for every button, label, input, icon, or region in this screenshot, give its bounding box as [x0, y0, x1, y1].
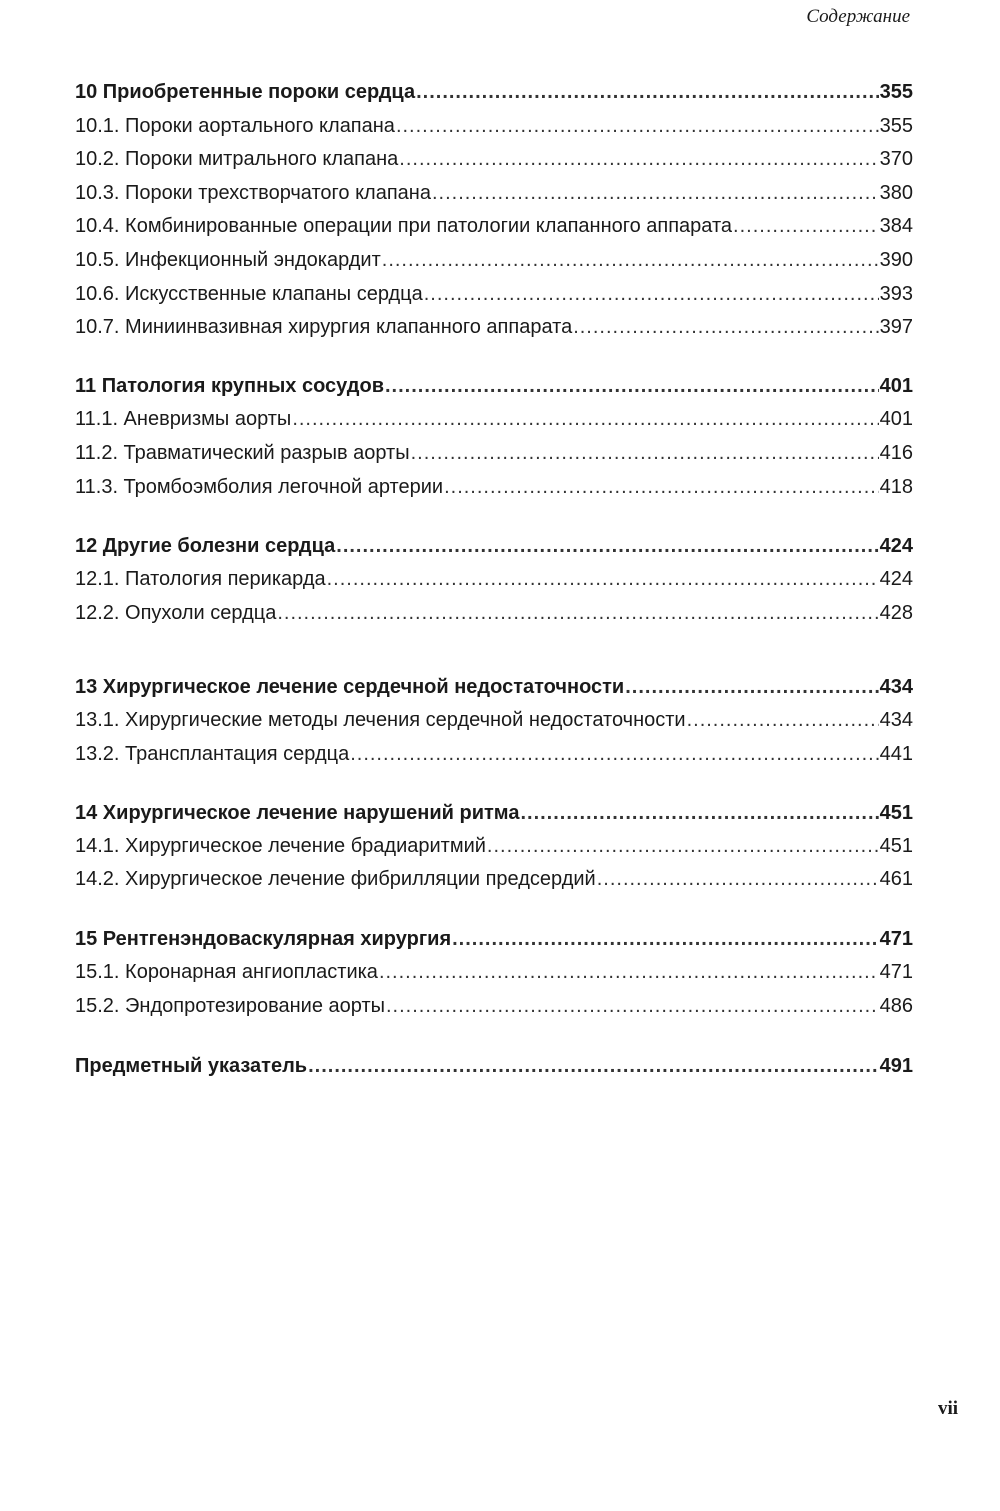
entry-title: 11.1. Аневризмы аорты	[75, 408, 292, 430]
toc-chapter-entry	[75, 801, 913, 825]
toc-section-entry	[75, 214, 913, 238]
dot-leader	[520, 801, 878, 825]
entry-title: 14.2. Хирургическое лечение фибрилляции предсердий	[75, 868, 596, 890]
dot-leader	[336, 534, 878, 558]
entry-title: 10 Приобретенные пороки сердца	[75, 81, 416, 103]
toc-section-entry	[75, 282, 913, 306]
dot-leader	[625, 675, 878, 699]
entry-title: 13.2. Трансплантация сердца	[75, 743, 350, 765]
dot-leader	[432, 181, 879, 205]
entry-page-number: 370	[879, 148, 913, 170]
entry-page-number: 424	[879, 568, 913, 590]
entry-page-number: 471	[879, 928, 913, 950]
dot-leader	[277, 601, 878, 625]
entry-page-number: 424	[879, 535, 913, 557]
entry-title: 15.1. Коронарная ангиопластика	[75, 961, 378, 983]
entry-title: 10.3. Пороки трехстворчатого клапана	[75, 182, 431, 204]
toc-section-entry	[75, 708, 913, 732]
toc-section-entry	[75, 147, 913, 171]
dot-leader	[327, 567, 879, 591]
entry-title: 12 Другие болезни сердца	[75, 535, 336, 557]
toc-chapter-entry	[75, 675, 913, 699]
entry-title: 10.4. Комбинированные операции при патологии клапанного аппарата	[75, 215, 733, 237]
toc-chapter-entry	[75, 927, 913, 951]
toc-section-entry	[75, 867, 913, 891]
dot-leader	[385, 374, 879, 398]
entry-page-number: 451	[879, 802, 913, 824]
entry-page-number: 390	[879, 249, 913, 271]
running-header: Содержание	[806, 6, 910, 27]
dot-leader	[597, 867, 879, 891]
toc-section-entry	[75, 742, 913, 766]
toc-section-entry	[75, 315, 913, 339]
toc-section-entry	[75, 834, 913, 858]
toc-section-entry	[75, 181, 913, 205]
entry-page-number: 393	[879, 283, 913, 305]
entry-page-number: 486	[879, 995, 913, 1017]
entry-title: 13 Хирургическое лечение сердечной недостаточности	[75, 676, 625, 698]
toc-section-entry	[75, 407, 913, 431]
dot-leader	[292, 407, 878, 431]
dot-leader	[573, 315, 878, 339]
toc-chapter-entry	[75, 374, 913, 398]
dot-leader	[444, 475, 879, 499]
entry-page-number: 434	[879, 709, 913, 731]
entry-title: 15 Рентгенэндоваскулярная хирургия	[75, 928, 452, 950]
entry-page-number: 380	[879, 182, 913, 204]
entry-page-number: 461	[879, 868, 913, 890]
dot-leader	[382, 248, 879, 272]
dot-leader	[386, 994, 879, 1018]
toc-section-entry	[75, 960, 913, 984]
entry-page-number: 451	[879, 835, 913, 857]
toc-section-entry	[75, 567, 913, 591]
dot-leader	[399, 147, 878, 171]
toc-section-entry	[75, 114, 913, 138]
entry-title: 11.2. Травматический разрыв аорты	[75, 442, 410, 464]
dot-leader	[379, 960, 879, 984]
entry-page-number: 384	[879, 215, 913, 237]
toc-chapter-entry	[75, 534, 913, 558]
entry-title: 14.1. Хирургическое лечение брадиаритмий	[75, 835, 486, 857]
entry-page-number: 416	[879, 442, 913, 464]
dot-leader	[487, 834, 879, 858]
entry-title: 11.3. Тромбоэмболия легочной артерии	[75, 476, 444, 498]
toc-section-entry	[75, 248, 913, 272]
entry-page-number: 355	[879, 81, 913, 103]
toc-chapter-entry	[75, 80, 913, 104]
toc-section-entry	[75, 475, 913, 499]
entry-page-number: 491	[879, 1055, 913, 1077]
entry-title: 10.6. Искусственные клапаны сердца	[75, 283, 423, 305]
entry-title: 14 Хирургическое лечение нарушений ритма	[75, 802, 520, 824]
toc-section-entry	[75, 441, 913, 465]
toc-chapter-entry	[75, 1054, 913, 1078]
entry-page-number: 401	[879, 375, 913, 397]
dot-leader	[424, 282, 879, 306]
entry-title: 13.1. Хирургические методы лечения сердечной недостаточности	[75, 709, 686, 731]
entry-page-number: 397	[879, 316, 913, 338]
toc-section-entry	[75, 994, 913, 1018]
entry-title: Предметный указатель	[75, 1055, 308, 1077]
dot-leader	[411, 441, 879, 465]
dot-leader	[416, 80, 879, 104]
dot-leader	[308, 1054, 879, 1078]
entry-page-number: 418	[879, 476, 913, 498]
entry-title: 10.1. Пороки аортального клапана	[75, 115, 395, 137]
toc-section-entry	[75, 601, 913, 625]
entry-page-number: 428	[879, 602, 913, 624]
dot-leader	[350, 742, 878, 766]
entry-title: 12.1. Патология перикарда	[75, 568, 326, 590]
dot-leader	[733, 214, 879, 238]
entry-page-number: 355	[879, 115, 913, 137]
entry-title: 10.5. Инфекционный эндокардит	[75, 249, 381, 271]
entry-title: 15.2. Эндопротезирование аорты	[75, 995, 385, 1017]
dot-leader	[687, 708, 879, 732]
entry-page-number: 441	[879, 743, 913, 765]
dot-leader	[452, 927, 879, 951]
entry-title: 10.2. Пороки митрального клапана	[75, 148, 399, 170]
entry-title: 10.7. Миниинвазивная хирургия клапанного аппарата	[75, 316, 573, 338]
dot-leader	[396, 114, 879, 138]
entry-page-number: 401	[879, 408, 913, 430]
page-number: vii	[937, 1398, 958, 1419]
entry-page-number: 471	[879, 961, 913, 983]
entry-title: 12.2. Опухоли сердца	[75, 602, 277, 624]
entry-title: 11 Патология крупных сосудов	[75, 375, 384, 397]
entry-page-number: 434	[879, 676, 913, 698]
